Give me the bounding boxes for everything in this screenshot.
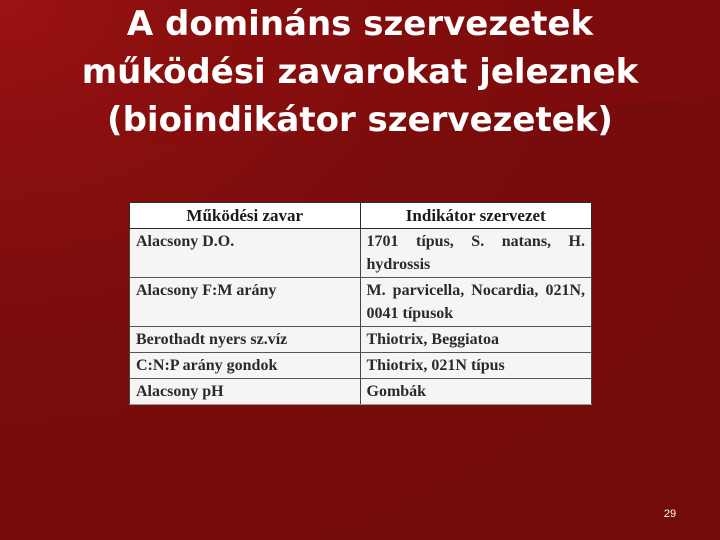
header-indicator: Indikátor szervezet	[360, 203, 592, 229]
cell-indicator: Thiotrix, Beggiatoa	[360, 327, 592, 353]
cell-indicator: M. parvicella, Nocardia, 021N, 0041 típusok	[360, 278, 592, 327]
page-number: 29	[663, 508, 677, 520]
title-line-2: működési zavarokat jeleznek	[81, 52, 639, 92]
cell-malfunction: C:N:P arány gondok	[130, 353, 361, 379]
table-header-row	[130, 203, 592, 229]
indicator-table	[129, 202, 592, 405]
title-line-3: (bioindikátor szervezetek)	[107, 100, 613, 140]
slide-title	[0, 0, 720, 144]
cell-malfunction: Berothadt nyers sz.víz	[130, 327, 361, 353]
cell-indicator: 1701 típus, S. natans, H. hydrossis	[360, 229, 592, 278]
table-row	[130, 278, 592, 327]
table-row	[130, 353, 592, 379]
table-row	[130, 327, 592, 353]
cell-malfunction: Alacsony pH	[130, 379, 361, 405]
cell-indicator: Thiotrix, 021N típus	[360, 353, 592, 379]
title-line-1: A domináns szervezetek	[126, 4, 594, 44]
cell-indicator: Gombák	[360, 379, 592, 405]
cell-malfunction: Alacsony F:M arány	[130, 278, 361, 327]
table-row	[130, 379, 592, 405]
table-row	[130, 229, 592, 278]
cell-malfunction: Alacsony D.O.	[130, 229, 361, 278]
header-malfunction: Működési zavar	[130, 203, 361, 229]
